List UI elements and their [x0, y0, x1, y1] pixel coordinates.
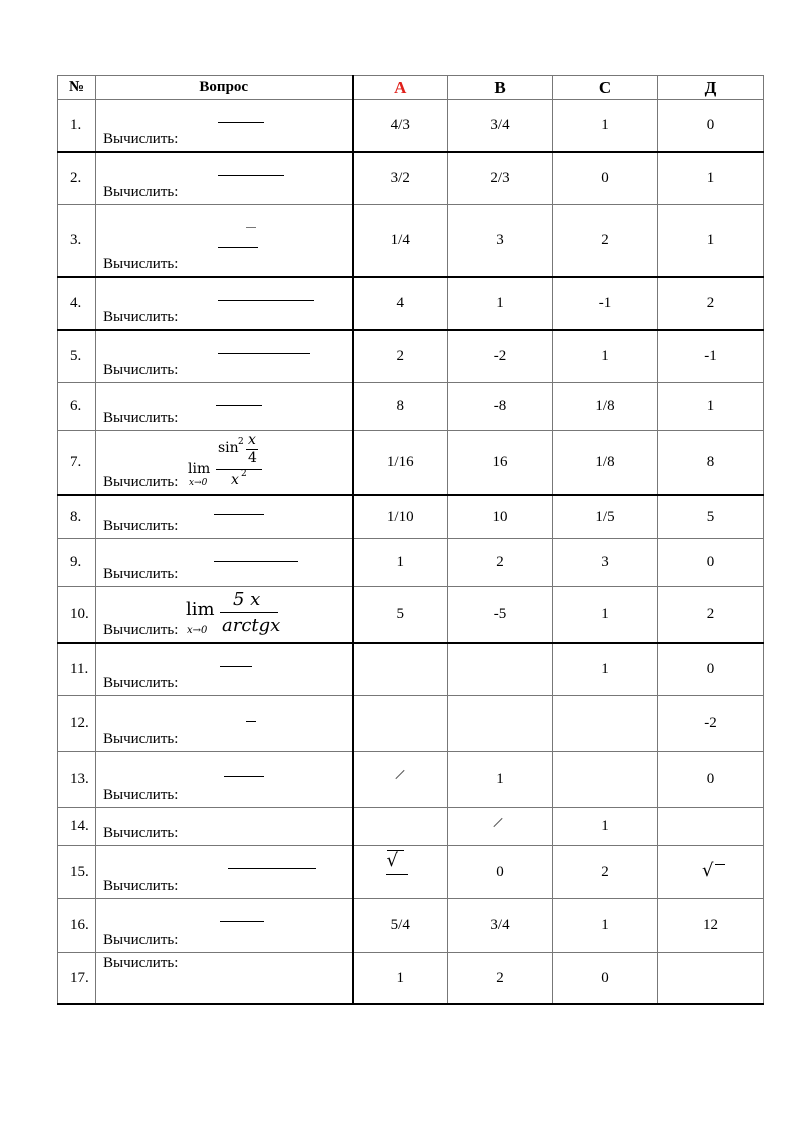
header-question: Вопрос — [96, 76, 353, 100]
question-row — [58, 205, 764, 278]
num-den: 4 — [248, 450, 257, 466]
answer-value: 1 — [496, 771, 504, 787]
answer-value: 0 — [496, 863, 504, 880]
answer-value: 10 — [492, 508, 508, 525]
answer-value: 1 — [396, 969, 404, 986]
fraction-bar — [246, 721, 256, 722]
question-number: 16. — [58, 899, 96, 953]
answer-option-a — [353, 808, 448, 846]
answer-option-b — [448, 752, 553, 808]
answer-option-c — [553, 587, 658, 644]
answer-option-d — [658, 495, 764, 539]
sqrt-icon: √ — [702, 860, 714, 881]
fraction-bar — [386, 874, 408, 875]
answer-value: -2 — [493, 348, 507, 364]
answer-option-d — [658, 205, 764, 278]
header-row — [58, 76, 764, 100]
answer-option-a — [353, 539, 448, 587]
question-text — [96, 539, 353, 587]
answer-option-b — [448, 808, 553, 846]
header-option-a: А — [353, 76, 448, 100]
answer-option-b — [448, 277, 553, 330]
fraction-bar — [218, 122, 264, 123]
answer-value: 0 — [706, 771, 715, 787]
question-text — [96, 100, 353, 153]
question-prompt: Вычислить: — [103, 878, 179, 894]
question-number: 9. — [58, 539, 96, 587]
answer-value: 0 — [706, 661, 715, 677]
lim-sub: x→0 — [187, 625, 208, 636]
answer-value: 8 — [396, 398, 404, 414]
answer-value: 2 — [396, 348, 404, 364]
answer-value: 3 — [601, 554, 609, 570]
question-prompt: Вычислить: — [103, 410, 179, 426]
answer-option-c — [553, 277, 658, 330]
question-row — [58, 808, 764, 846]
answer-value: 1/5 — [595, 508, 615, 525]
question-text — [96, 330, 353, 383]
answer-option-b — [448, 539, 553, 587]
answer-option-a — [353, 431, 448, 496]
answer-option-a — [353, 100, 448, 153]
question-text — [96, 643, 353, 696]
den-text: arctgx — [222, 615, 281, 636]
question-number: 8. — [58, 495, 96, 539]
answer-value: 0 — [706, 117, 715, 133]
question-number: 2. — [58, 152, 96, 205]
sqrt-bar — [715, 864, 725, 865]
fraction-bar — [218, 175, 284, 176]
answer-option-c — [553, 899, 658, 953]
question-row — [58, 752, 764, 808]
sqrt-icon: √ — [387, 850, 404, 871]
question-number: 11. — [58, 643, 96, 696]
question-prompt: Вычислить: — [103, 309, 179, 325]
answer-option-d — [658, 100, 764, 153]
answer-value: 3/2 — [390, 170, 410, 186]
fraction-bar — [228, 868, 316, 869]
question-row — [58, 277, 764, 330]
answer-option-a — [353, 205, 448, 278]
question-row — [58, 152, 764, 205]
question-prompt: Вычислить: — [103, 622, 179, 638]
question-row — [58, 643, 764, 696]
slash-mark — [395, 770, 404, 779]
question-text — [96, 205, 353, 278]
question-text — [96, 899, 353, 953]
fraction-bar — [214, 514, 264, 515]
answer-value: 1 — [601, 818, 609, 834]
answer-value: 1/8 — [595, 398, 615, 414]
answer-value: 16 — [492, 454, 508, 470]
answer-option-b — [448, 587, 553, 644]
question-table — [57, 75, 764, 1005]
question-prompt: Вычислить: — [103, 256, 179, 272]
answer-value: 1 — [601, 606, 609, 622]
answer-value: 1 — [601, 348, 609, 364]
answer-value: 1 — [396, 554, 404, 570]
answer-option-c — [553, 100, 658, 153]
question-prompt: Вычислить: — [103, 955, 179, 971]
question-prompt: Вычислить: — [103, 825, 179, 841]
answer-option-c — [553, 953, 658, 1005]
answer-option-c — [553, 152, 658, 205]
header-num: № — [58, 76, 96, 100]
question-prompt: Вычислить: — [103, 932, 179, 948]
answer-option-c — [553, 846, 658, 899]
question-row — [58, 846, 764, 899]
answer-option-c — [553, 643, 658, 696]
question-row — [58, 539, 764, 587]
answer-option-a — [353, 277, 448, 330]
answer-value: 2 — [706, 606, 715, 622]
answer-option-a — [353, 152, 448, 205]
answer-option-a — [353, 752, 448, 808]
fraction-bar — [220, 612, 278, 613]
answer-value: -8 — [493, 398, 507, 414]
answer-option-a — [353, 643, 448, 696]
answer-value: 2 — [706, 295, 715, 311]
formula-limit-sin — [186, 431, 276, 494]
header-option-d: Д — [658, 76, 764, 100]
question-number: 14. — [58, 808, 96, 846]
answer-option-c — [553, 808, 658, 846]
answer-value: 2 — [496, 554, 504, 570]
answer-value: 1 — [706, 170, 715, 186]
fraction-bar — [220, 666, 252, 667]
question-number: 4. — [58, 277, 96, 330]
answer-option-b — [448, 100, 553, 153]
answer-value: 0 — [706, 554, 715, 570]
question-number: 15. — [58, 846, 96, 899]
fraction-bar — [218, 353, 310, 354]
slash-mark — [493, 818, 502, 827]
answer-option-b — [448, 696, 553, 752]
answer-option-a — [353, 696, 448, 752]
question-number: 6. — [58, 383, 96, 431]
answer-value: -1 — [598, 295, 612, 311]
answer-option-d — [658, 808, 764, 846]
question-row — [58, 100, 764, 153]
answer-option-c — [553, 752, 658, 808]
question-prompt: Вычислить: — [103, 731, 179, 747]
answer-option-c — [553, 330, 658, 383]
answer-option-c — [553, 696, 658, 752]
answer-option-b — [448, 899, 553, 953]
question-number: 12. — [58, 696, 96, 752]
answer-value: 12 — [703, 917, 718, 933]
fraction-bar — [224, 776, 264, 777]
fraction-bar — [214, 561, 298, 562]
answer-option-b — [448, 643, 553, 696]
answer-option-d — [658, 330, 764, 383]
question-text — [96, 953, 353, 1005]
num-pow: 2 — [238, 437, 244, 447]
question-text — [96, 696, 353, 752]
question-row — [58, 330, 764, 383]
question-prompt: Вычислить: — [103, 566, 179, 582]
question-text — [96, 383, 353, 431]
question-text — [96, 277, 353, 330]
question-row — [58, 899, 764, 953]
answer-option-b — [448, 431, 553, 496]
answer-option-d — [658, 696, 764, 752]
question-row — [58, 431, 764, 496]
answer-option-c — [553, 495, 658, 539]
answer-option-a — [353, 953, 448, 1005]
answer-value: 0 — [601, 170, 609, 186]
question-prompt: Вычислить: — [103, 474, 179, 490]
question-row — [58, 495, 764, 539]
answer-value: -2 — [704, 715, 717, 731]
den-x: x — [231, 472, 239, 488]
answer-option-c — [553, 539, 658, 587]
answer-value: 5 — [396, 606, 404, 622]
answer-option-d — [658, 752, 764, 808]
question-prompt: Вычислить: — [103, 362, 179, 378]
fraction-bar — [218, 300, 314, 301]
main-fraction-bar — [216, 469, 262, 470]
question-prompt: Вычислить: — [103, 787, 179, 803]
answer-option-a — [353, 846, 448, 899]
answer-option-b — [448, 205, 553, 278]
answer-value: 4 — [396, 295, 404, 311]
question-row — [58, 696, 764, 752]
answer-option-a — [353, 383, 448, 431]
header-option-b: В — [448, 76, 553, 100]
answer-value: 2 — [601, 863, 609, 880]
answer-option-d — [658, 846, 764, 899]
answer-value: -5 — [493, 606, 507, 622]
answer-option-d — [658, 953, 764, 1005]
question-row — [58, 953, 764, 1005]
question-text — [96, 752, 353, 808]
answer-value: 1/8 — [595, 454, 615, 470]
answer-option-a — [353, 899, 448, 953]
num-text: 5 x — [233, 589, 261, 610]
num-fn: sin — [218, 440, 239, 456]
answer-value: 3 — [496, 232, 504, 248]
header-option-c: С — [553, 76, 658, 100]
question-text — [96, 152, 353, 205]
answer-value: 8 — [706, 454, 715, 470]
fraction-bar — [220, 921, 264, 922]
answer-option-d — [658, 899, 764, 953]
question-number: 5. — [58, 330, 96, 383]
den-pow: 2 — [241, 469, 247, 479]
answer-value: 1 — [601, 117, 609, 133]
question-text — [96, 587, 353, 644]
answer-option-d — [658, 643, 764, 696]
question-number: 17. — [58, 953, 96, 1005]
answer-option-d — [658, 587, 764, 644]
question-text — [96, 431, 353, 496]
answer-value: 3/4 — [490, 117, 510, 133]
answer-option-a — [353, 587, 448, 644]
fraction-bar — [246, 227, 256, 228]
answer-option-b — [448, 953, 553, 1005]
answer-option-c — [553, 383, 658, 431]
answer-value: 1 — [706, 398, 715, 414]
question-table-sheet — [57, 75, 763, 1005]
answer-option-d — [658, 277, 764, 330]
question-text — [96, 808, 353, 846]
answer-option-b — [448, 330, 553, 383]
answer-value: 1 — [601, 917, 609, 933]
question-number: 13. — [58, 752, 96, 808]
answer-value: 1/4 — [390, 232, 410, 248]
question-row — [58, 587, 764, 644]
answer-value: 1 — [601, 661, 609, 677]
answer-option-d — [658, 431, 764, 496]
answer-option-d — [658, 152, 764, 205]
answer-option-b — [448, 846, 553, 899]
answer-value: 1 — [706, 232, 715, 248]
num-x: x — [248, 432, 256, 448]
answer-value: 1/10 — [386, 508, 414, 525]
answer-option-a — [353, 495, 448, 539]
question-prompt: Вычислить: — [103, 675, 179, 691]
question-prompt: Вычислить: — [103, 518, 179, 534]
fraction-bar — [218, 247, 258, 248]
answer-value: 5 — [706, 508, 715, 525]
answer-value: 4/3 — [390, 117, 410, 133]
answer-value: 2/3 — [490, 170, 510, 186]
answer-value: 1 — [496, 295, 504, 311]
answer-option-b — [448, 495, 553, 539]
question-prompt: Вычислить: — [103, 184, 179, 200]
answer-option-c — [553, 205, 658, 278]
question-number: 3. — [58, 205, 96, 278]
question-row — [58, 383, 764, 431]
question-text — [96, 495, 353, 539]
answer-option-b — [448, 383, 553, 431]
answer-option-c — [553, 431, 658, 496]
question-prompt: Вычислить: — [103, 131, 179, 147]
question-text — [96, 846, 353, 899]
answer-value: 2 — [496, 969, 504, 986]
question-number: 7. — [58, 431, 96, 496]
lim-sub: x→0 — [189, 478, 208, 488]
answer-option-b — [448, 152, 553, 205]
answer-option-d — [658, 539, 764, 587]
question-number: 1. — [58, 100, 96, 153]
answer-value: 2 — [601, 232, 609, 248]
fraction-bar — [216, 405, 262, 406]
answer-option-a — [353, 330, 448, 383]
lim-text: lim — [186, 599, 215, 620]
answer-value: -1 — [704, 348, 717, 364]
answer-value: 0 — [601, 969, 609, 986]
answer-value: 3/4 — [490, 917, 510, 933]
answer-value: 5/4 — [390, 917, 410, 933]
answer-option-d — [658, 383, 764, 431]
lim-text: lim — [188, 461, 211, 477]
question-number: 10. — [58, 587, 96, 644]
formula-limit-arctg — [186, 587, 286, 642]
answer-value: 1/16 — [386, 454, 414, 470]
